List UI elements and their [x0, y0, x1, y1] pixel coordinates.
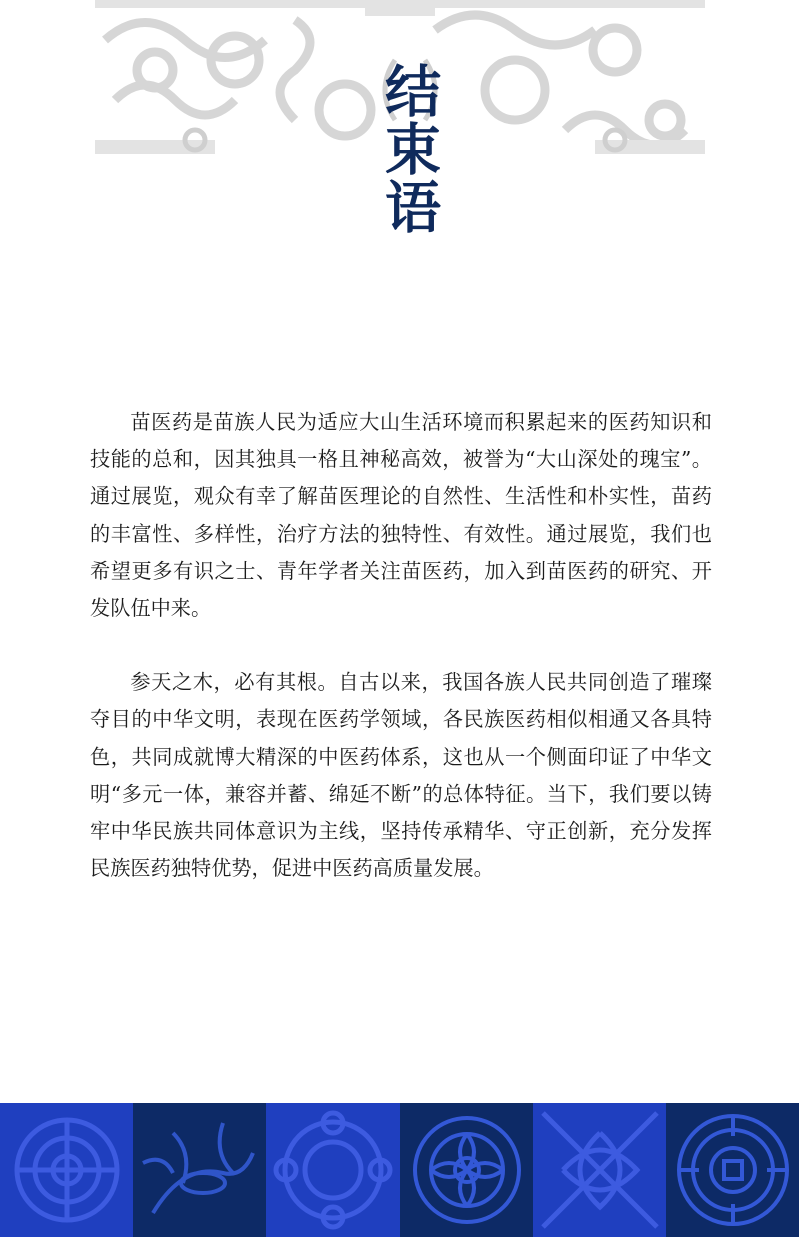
closing-text [90, 404, 712, 924]
leaves-icon [533, 1103, 666, 1237]
bird-icon [133, 1103, 266, 1237]
pattern-tile-lotus [666, 1103, 799, 1237]
pattern-tile-medallion [0, 1103, 133, 1237]
footer-pattern-band [0, 1103, 799, 1237]
rosette-icon [266, 1103, 399, 1237]
flower-icon [400, 1103, 533, 1237]
medallion-icon [0, 1103, 133, 1237]
page-title: 结束语 [376, 62, 442, 236]
paragraph-1: 苗医药是苗族人民为适应大山生活环境而积累起来的医药知识和技能的总和，因其独具一格且神秘高效，被誉为“大山深处的瑰宝”。通过展览，观众有幸了解苗医理论的自然性、生活性和朴实性，苗药的丰富性、多样性，治疗方法的独特性、有效性。通过展览，我们也希望更多有识之士、青年学者关注苗医药，加入到苗医药的研究、开发队伍中来。 [90, 410, 712, 621]
lotus-icon [666, 1103, 799, 1237]
paragraph-2: 参天之木，必有其根。自古以来，我国各族人民共同创造了璀璨夺目的中华文明，表现在医药学领域，各民族医药相似相通又各具特色，共同成就博大精深的中医药体系，这也从一个侧面印证了中华文明“多元一体，兼容并蓄、绵延不断”的总体特征。当下，我们要以铸牢中华民族共同体意识为主线，坚持传承精华、守正创新，充分发挥民族医药独特优势，促进中医药高质量发展。 [90, 670, 712, 881]
pattern-tile-rosette [266, 1103, 399, 1237]
pattern-tile-leaves [533, 1103, 666, 1237]
pattern-tile-flower [400, 1103, 533, 1237]
pattern-tile-bird [133, 1103, 266, 1237]
